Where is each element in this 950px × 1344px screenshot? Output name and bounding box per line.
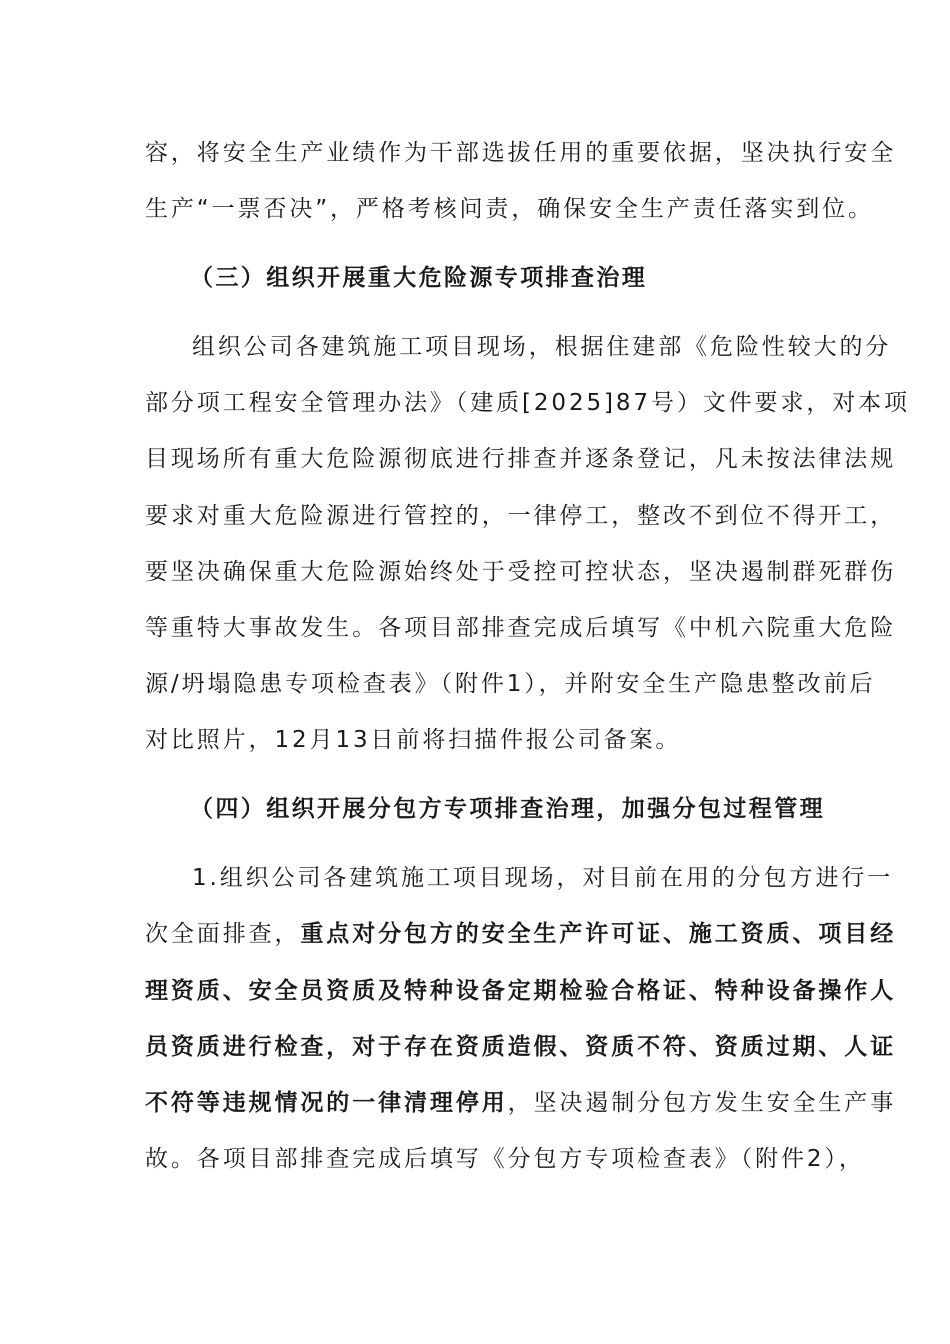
emphasis-text-line: 员资质进行检查，对于存在资质造假、资质不符、资质过期、人证: [145, 1034, 897, 1060]
body-text-line: 源/坍塌隐患专项检查表》（附件1），并附安全生产隐患整改前后: [145, 671, 876, 697]
body-text-line: [145, 1087, 897, 1119]
body-text-line: 组织公司各建筑施工项目现场，根据住建部《危险性较大的分: [192, 334, 892, 360]
emphasis-text: 不符等违规情况的一律清理停用: [145, 1090, 508, 1116]
body-text-line: 等重特大事故发生。各项目部排查完成后填写《中机六院重大危险: [145, 615, 897, 641]
section-heading-3: （三）组织开展重大危险源专项排查治理: [190, 265, 648, 291]
body-text-line: 对比照片，12月13日前将扫描件报公司备案。: [145, 727, 682, 753]
body-text-line: [145, 918, 897, 950]
section-heading-4: （四）组织开展分包方专项排查治理，加强分包过程管理: [190, 796, 825, 822]
body-text-line: 目现场所有重大危险源彻底进行排查并逐条登记，凡未按法律法规: [145, 446, 897, 472]
emphasis-text: 重点对分包方的安全生产许可证、施工资质、项目经: [300, 921, 897, 947]
body-text-span: ，坚决遏制分包方发生安全生产事: [507, 1090, 897, 1116]
body-text-line: 部分项工程安全管理办法》（建质[2025]87号）文件要求，对本项: [145, 390, 910, 416]
emphasis-text-line: 理资质、安全员资质及特种设备定期检验合格证、特种设备操作人: [145, 978, 897, 1004]
body-text-line: 故。各项目部排查完成后填写《分包方专项检查表》（附件2），: [145, 1146, 865, 1172]
body-text-line: 生产“一票否决”，严格考核问责，确保安全生产责任落实到位。: [145, 196, 874, 222]
body-text-line: 1.组织公司各建筑施工项目现场，对目前在用的分包方进行一: [192, 865, 894, 891]
body-text-line: 容，将安全生产业绩作为干部选拔任用的重要依据，坚决执行安全: [145, 140, 897, 166]
body-text-span: 次全面排查，: [145, 921, 301, 947]
body-text-line: 要求对重大危险源进行管控的，一律停工，整改不到位不得开工，: [145, 503, 897, 529]
body-text-line: 要坚决确保重大危险源始终处于受控可控状态，坚决遏制群死群伤: [145, 559, 897, 585]
